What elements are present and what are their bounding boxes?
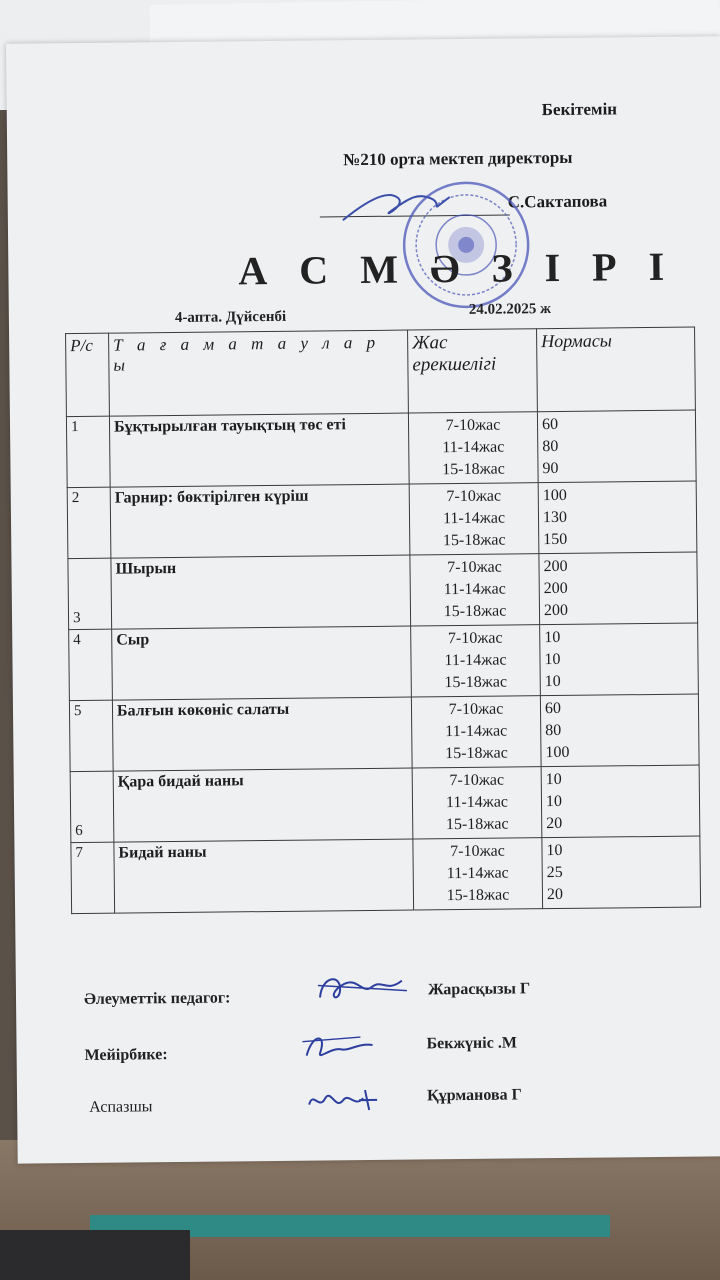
norm-values: 60 80 100 <box>540 694 699 767</box>
age-groups: 7-10жас 11-14жас 15-18жас <box>410 554 540 626</box>
table-row <box>71 836 701 914</box>
norm-values: 10 10 10 <box>540 623 699 696</box>
age-groups: 7-10жас 11-14жас 15-18жас <box>413 838 543 910</box>
dish-name: Сыр <box>112 626 412 700</box>
row-number: 7 <box>71 842 115 913</box>
pedagog-name: Жарасқызы Г <box>427 980 531 999</box>
pedagog-role: Әлеуметтік педагог: <box>83 989 231 1008</box>
table-row <box>66 410 696 488</box>
nurse-name: Бекжүніс .М <box>426 1034 517 1053</box>
table-row <box>69 694 699 772</box>
table-row <box>68 552 698 630</box>
director-name: С.Сактапова <box>507 191 608 212</box>
age-groups: 7-10жас 11-14жас 15-18жас <box>412 767 542 839</box>
norm-values: 60 80 90 <box>537 410 696 483</box>
row-number: 4 <box>69 629 113 700</box>
age-groups: 7-10жас 11-14жас 15-18жас <box>411 696 541 768</box>
norm-values: 100 130 150 <box>538 481 697 554</box>
director-title: №210 орта мектеп директоры <box>343 147 573 170</box>
norm-values: 10 25 20 <box>542 836 701 909</box>
row-number: 6 <box>70 771 114 842</box>
norm-values: 10 10 20 <box>541 765 700 838</box>
col-header-age: Жас ерекшелігі <box>408 329 538 413</box>
age-groups: 7-10жас 11-14жас 15-18жас <box>409 483 539 555</box>
cook-role: Аспазшы <box>89 1098 153 1116</box>
table-row <box>69 623 699 701</box>
norm-values: 200 200 200 <box>539 552 698 625</box>
age-groups: 7-10жас 11-14жас 15-18жас <box>408 412 538 484</box>
dish-name: Бұқтырылған тауықтың төс еті <box>109 413 409 487</box>
nurse-role: Мейірбике: <box>84 1046 168 1064</box>
dish-name: Қара бидай наны <box>113 768 413 842</box>
document-title: А С М Ә З І Р І <box>238 243 676 294</box>
menu-table <box>65 327 701 915</box>
dish-name: Бидай наны <box>114 839 414 913</box>
pedagog-signature <box>312 965 412 1011</box>
approval-label: Бекітемін <box>541 99 618 120</box>
col-header-number: Р/с <box>66 333 110 416</box>
dish-name: Гарнир: бөктірілген күріш <box>110 484 410 558</box>
nurse-signature <box>300 1025 380 1066</box>
cook-signature <box>303 1080 383 1121</box>
row-number: 1 <box>66 416 110 487</box>
table-row <box>70 765 700 843</box>
menu-date: 24.02.2025 ж <box>468 301 552 318</box>
week-day: 4-апта. Дүйсенбі <box>174 308 287 326</box>
desk-shadow <box>0 1230 190 1280</box>
row-number: 3 <box>68 558 112 629</box>
col-header-dish: Т а ғ а м а т а у л а р ы <box>109 330 409 416</box>
dish-name: Балғын көкөніс салаты <box>112 697 412 771</box>
row-number: 5 <box>69 700 113 771</box>
row-number: 2 <box>67 487 111 558</box>
dish-name: Шырын <box>111 555 411 629</box>
col-header-norm: Нормасы <box>537 327 696 412</box>
menu-document <box>6 36 720 1163</box>
table-header-row <box>66 327 696 417</box>
cook-name: Құрманова Г <box>426 1086 522 1105</box>
table-row <box>67 481 697 559</box>
age-groups: 7-10жас 11-14жас 15-18жас <box>411 625 541 697</box>
